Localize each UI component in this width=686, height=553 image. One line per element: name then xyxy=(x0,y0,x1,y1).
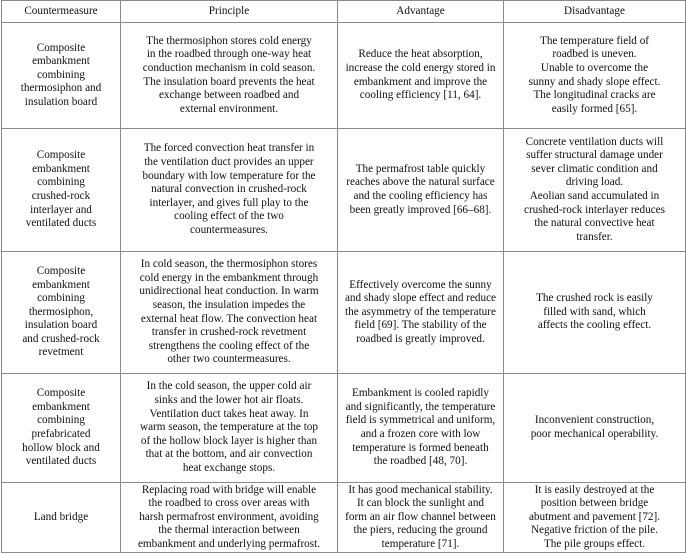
cell-text-line: cold energy in the embankment through xyxy=(139,271,319,284)
disadvantage-item xyxy=(508,136,681,190)
principle-cell xyxy=(121,252,338,374)
cell-text-line: It has good mechanical stability. xyxy=(348,483,493,496)
cell-text-line: cooling effect of the two xyxy=(174,210,284,223)
cell-text-line: revetment xyxy=(38,346,84,359)
cell-text-line: sunny and shady slope effect. xyxy=(528,75,661,88)
header-principle: Principle xyxy=(121,1,338,23)
cell-text-line: and crushed-rock xyxy=(22,332,100,345)
cell-text-line: Inconvenient construction, xyxy=(534,414,655,427)
cell-text-line: The forced convection heat transfer in xyxy=(143,142,315,155)
cell-text-line: Composite xyxy=(36,149,86,162)
cell-text-line: transfer. xyxy=(576,230,613,243)
cell-text-line: strengthens the cooling effect of the xyxy=(148,339,310,352)
cell-text-line: combining xyxy=(37,176,85,189)
cell-text-line: the piers, reducing the ground xyxy=(353,524,488,537)
cell-text-line: In cold season, the thermosiphon stores xyxy=(140,258,318,271)
cell-text-line: countermeasures. xyxy=(190,223,268,236)
cell-text-line: the ventilation duct provides an upper xyxy=(144,156,314,169)
cell-text-line: combining xyxy=(37,68,85,81)
cell-text-line: affects the cooling effect. xyxy=(537,319,652,332)
header-advantage: Advantage xyxy=(338,1,504,23)
cell-text-line: crushed-rock interlayer reduces xyxy=(523,203,665,216)
cell-text-line: temperature [71]. xyxy=(381,537,460,550)
cell-text-line: poor mechanical operability. xyxy=(530,428,659,440)
cell-text-line: temperature is formed beneath xyxy=(352,441,489,454)
cell-text-line: sever climatic condition and xyxy=(531,162,658,175)
cell-text-line: embankment xyxy=(32,400,90,413)
cell-text-line: The pile groups effect. xyxy=(543,537,646,550)
cell-text-line: form an air flow channel between xyxy=(345,510,496,523)
cell-text-line: Composite xyxy=(36,41,86,54)
cell-text-line: that at the bottom, and air convection xyxy=(145,448,313,461)
cell-text-line: exchange between roadbed and xyxy=(158,89,300,102)
cell-text-line: external heat flow. The convection heat xyxy=(140,312,318,325)
disadvantage-item xyxy=(508,414,681,441)
cell-text-line: in the roadbed through one-way heat xyxy=(146,48,312,61)
cell-text-line: the natural convective heat xyxy=(534,217,655,230)
cell-text-line: of the hollow block layer is higher than xyxy=(140,434,318,447)
cell-text-line: suffer structural damage under xyxy=(526,149,663,162)
countermeasure-cell xyxy=(2,374,121,483)
disadvantage-cell xyxy=(504,23,686,129)
cell-text-line: combining xyxy=(37,414,85,427)
disadvantage-item xyxy=(508,538,681,552)
cell-text-line: the roadbed to cross over areas with xyxy=(148,497,310,510)
cell-text-line: the roadbed [48, 70]. xyxy=(373,455,468,468)
cell-text-line: season, the insulation impedes the xyxy=(152,298,306,311)
cell-text-line: Embankment is cooled rapidly xyxy=(351,387,489,400)
countermeasure-cell xyxy=(2,23,121,129)
advantage-cell xyxy=(338,483,504,553)
cell-text-line: Aeolian sand accumulated in xyxy=(529,190,660,202)
cell-text-line: external environment. xyxy=(179,102,279,115)
cell-text-line: The temperature field of xyxy=(539,34,650,47)
cell-text-line: It can block the sunlight and xyxy=(356,497,485,510)
table-row xyxy=(2,23,686,129)
cell-text-line: Reduce the heat absorption, xyxy=(358,48,483,61)
cell-text-line: unidirectional heat conduction. In warm xyxy=(139,285,319,298)
cell-text-line: field is symmetrical and uniform, xyxy=(345,414,496,427)
table-row xyxy=(2,252,686,374)
disadvantage-item xyxy=(508,524,681,538)
cell-text-line: thermosiphon and xyxy=(20,82,102,95)
countermeasure-table xyxy=(1,0,686,553)
cell-text-line: ventilated ducts xyxy=(25,455,97,468)
advantage-cell xyxy=(338,374,504,483)
cell-text-line: boundary with low temperature for the xyxy=(142,169,316,182)
cell-text-line: harsh permafrost environment, avoiding xyxy=(139,510,319,523)
disadvantage-item xyxy=(508,35,681,62)
cell-text-line: roadbed is greatly improved. xyxy=(356,332,485,345)
cell-text-line: The thermosiphon stores cold energy xyxy=(146,34,312,47)
disadvantage-cell xyxy=(504,374,686,483)
countermeasure-cell xyxy=(2,483,121,553)
table-row xyxy=(2,129,686,252)
cell-text-line: The longitudinal cracks are xyxy=(533,89,656,102)
cell-text-line: driving load. xyxy=(565,176,624,189)
cell-text-line: Ventilation duct takes heat away. In xyxy=(149,407,309,420)
cell-text-line: The insulation board prevents the heat xyxy=(143,75,315,88)
disadvantage-cell xyxy=(504,483,686,553)
header-disadvantage: Disadvantage xyxy=(504,1,686,23)
cell-text-line: filled with sand, which xyxy=(543,305,646,318)
advantage-cell xyxy=(338,252,504,374)
cell-text-line: natural convection in crushed-rock xyxy=(151,183,307,196)
cell-text-line: thermosiphon, xyxy=(28,305,94,318)
advantage-cell xyxy=(338,129,504,252)
cell-text-line: In the cold season, the upper cold air xyxy=(146,380,312,393)
cell-text-line: the asymmetry of the temperature xyxy=(345,305,496,318)
cell-text-line: and shady slope effect and reduce xyxy=(344,292,497,305)
disadvantage-item xyxy=(508,190,681,244)
cell-text-line: Unable to overcome the xyxy=(540,61,649,74)
principle-cell xyxy=(121,129,338,252)
cell-text-line: embankment xyxy=(32,278,90,291)
cell-text-line: position between bridge xyxy=(540,497,649,510)
cell-text-line: Land bridge xyxy=(33,510,89,523)
cell-text-line: abutment and pavement [72]. xyxy=(528,510,661,523)
cell-text-line: The crushed rock is easily xyxy=(536,292,653,305)
cell-text-line: other two countermeasures. xyxy=(167,353,291,366)
cell-text-line: embankment xyxy=(32,162,90,175)
cell-text-line: The permafrost table quickly xyxy=(355,162,486,175)
cell-text-line: Concrete ventilation ducts will xyxy=(525,135,664,148)
cell-text-line: Replacing road with bridge will enable xyxy=(141,483,317,496)
cell-text-line: been greatly improved [66–68]. xyxy=(349,203,492,216)
disadvantage-item xyxy=(508,89,681,116)
cell-text-line: roadbed is uneven. xyxy=(552,48,637,61)
disadvantage-cell xyxy=(504,129,686,252)
cell-text-line: crushed-rock xyxy=(31,190,91,202)
cell-text-line: cooling efficiency [11, 64]. xyxy=(359,89,482,102)
cell-text-line: the thermal interaction between xyxy=(158,524,300,537)
disadvantage-item xyxy=(508,484,681,525)
cell-text-line: interlayer, and gives full play to the xyxy=(149,196,309,209)
table-row xyxy=(2,374,686,483)
cell-text-line: Effectively overcome the sunny xyxy=(349,278,492,291)
cell-text-line: warm season, the temperature at the top xyxy=(139,421,318,434)
cell-text-line: field [69]. The stability of the xyxy=(354,319,487,332)
cell-text-line: prefabricated xyxy=(31,428,91,440)
disadvantage-cell xyxy=(504,252,686,374)
cell-text-line: interlayer and xyxy=(30,203,92,216)
cell-text-line: insulation board xyxy=(24,95,98,108)
countermeasure-cell xyxy=(2,129,121,252)
principle-cell xyxy=(121,374,338,483)
cell-text-line: and the cooling efficiency has xyxy=(353,190,488,202)
cell-text-line: combining xyxy=(37,292,85,305)
cell-text-line: ventilated ducts xyxy=(25,217,97,230)
principle-cell xyxy=(121,23,338,129)
cell-text-line: insulation board xyxy=(24,319,98,332)
cell-text-line: and a frozen core with low xyxy=(360,428,481,440)
advantage-cell xyxy=(338,23,504,129)
cell-text-line: hollow block and xyxy=(22,441,100,454)
cell-text-line: sinks and the lower hot air floats. xyxy=(154,394,304,407)
disadvantage-item xyxy=(508,62,681,89)
cell-text-line: embankment and improve the xyxy=(353,75,488,88)
cell-text-line: conduction mechanism in cold season. xyxy=(142,61,316,74)
cell-text-line: Composite xyxy=(36,264,86,277)
cell-text-line: Composite xyxy=(36,387,86,400)
cell-text-line: transfer in crushed-rock revetment xyxy=(151,326,307,339)
table-body xyxy=(2,23,686,553)
header-countermeasure: Countermeasure xyxy=(2,1,121,23)
principle-cell xyxy=(121,483,338,553)
cell-text-line: Negative friction of the pile. xyxy=(530,524,659,537)
cell-text-line: It is easily destroyed at the xyxy=(534,483,655,496)
cell-text-line: reaches above the natural surface xyxy=(346,176,495,189)
cell-text-line: embankment and underlying permafrost. xyxy=(137,537,321,550)
cell-text-line: increase the cold energy stored in xyxy=(345,61,496,74)
table-row xyxy=(2,483,686,553)
cell-text-line: easily formed [65]. xyxy=(551,102,638,115)
header-row xyxy=(2,1,686,23)
countermeasure-cell xyxy=(2,252,121,374)
cell-text-line: heat exchange stops. xyxy=(182,461,276,474)
cell-text-line: and significantly, the temperature xyxy=(345,400,496,413)
disadvantage-item xyxy=(508,292,681,333)
cell-text-line: embankment xyxy=(32,55,90,68)
